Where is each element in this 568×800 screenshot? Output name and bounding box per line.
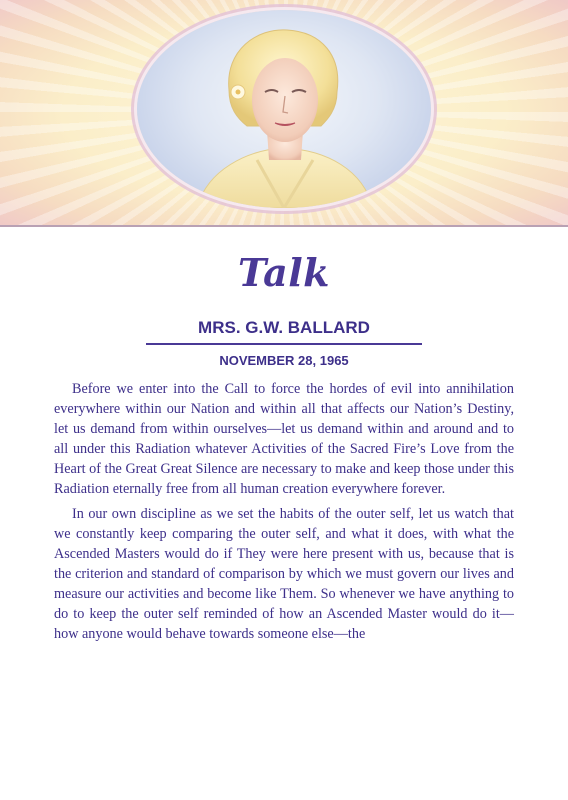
header-banner	[0, 0, 568, 226]
portrait-image	[137, 10, 431, 208]
page-title: Talk	[237, 250, 331, 295]
portrait-frame	[137, 10, 431, 208]
author-name: MRS. G.W. BALLARD	[198, 318, 370, 337]
paragraph: Before we enter into the Call to force the hordes of evil into annihilation everywhere within our Nation and within all that affects our Nation’s Destiny, let us demand from within ourselves—let us demand within and around and to all under this Radiation whatever Activities of the Sacred Fire’s Love from the Heart of the Great Great Silence are necessary to make and keep those under this Radiation eternally free from all human creation everywhere forever.	[54, 381, 514, 498]
talk-date: NOVEMBER 28, 1965	[219, 353, 349, 368]
body-text	[54, 379, 514, 648]
author-divider	[146, 343, 422, 345]
header-divider	[0, 225, 568, 227]
paragraph: In our own discipline as we set the habits of the outer self, let us watch that we constantly keep comparing the outer self, and what it does, with what the Ascended Masters would do if They were here present with us, because that is the criterion and standard of comparison by which we must govern our lives and measure our activities and become like Them. So whenever we have anything to do to keep the outer self reminded of how an Ascended Master would do it—how anyone would behave towards someone else—the	[54, 505, 514, 643]
